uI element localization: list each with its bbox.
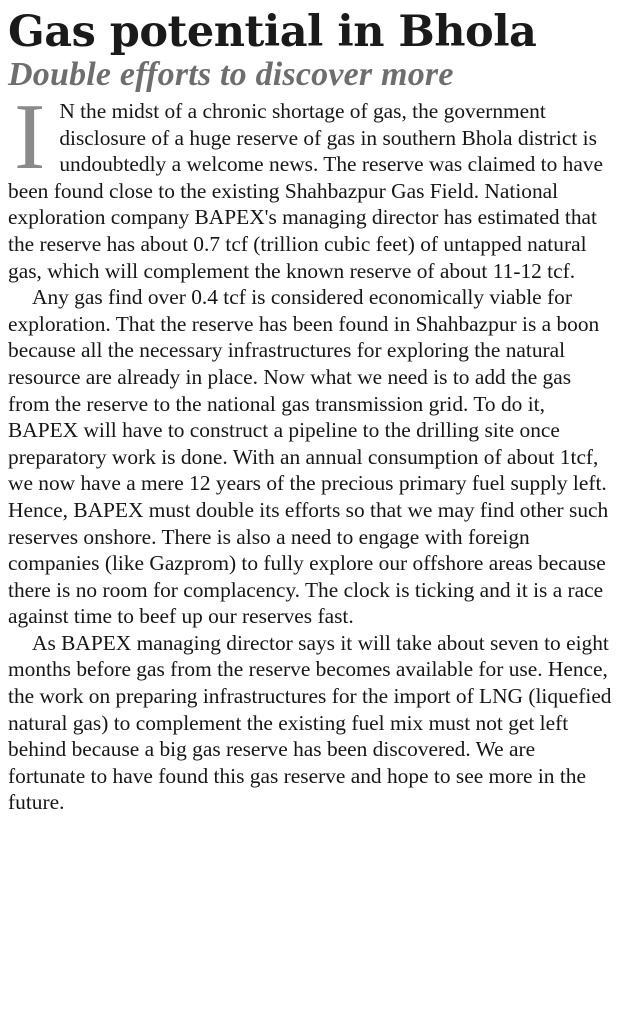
headline: Gas potential in Bhola (8, 7, 537, 57)
subheadline: Double efforts to discover more (8, 56, 454, 93)
drop-cap: I (14, 85, 46, 189)
paragraph-2: Any gas find over 0.4 tcf is considered economically viable for exploration. That the reserve has been found in Shahbazpur is a boon because all the necessary infrastructures for exploring the natural resource are already in place. Now what we need is to add the gas from the reserve to the national gas transmission grid. To do it, BAPEX will have to construct a pipeline to the drilling site once preparatory work is done. With an annual consumption of about 1tcf, we now have a mere 12 years of the precious primary fuel supply left. Hence, BAPEX must double its efforts so that we may find other such reserves onshore. There is also a need to engage with foreign companies (like Gazprom) to fully explore our offshore areas because there is no room for complacency. The clock is ticking and it is a race against time to beef up our reserves fast. (8, 285, 609, 629)
paragraph-1 (8, 85, 614, 284)
article (8, 6, 614, 816)
paragraph-1-text: N the midst of a chronic shortage of gas, the government disclosure of a huge reserve of gas in southern Bhola district is undoubtedly a welcome news. The reserve was claimed to have been found close to the existing Shahbazpur Gas Field. National exploration company BAPEX's managing director has estimated that the reserve has about 0.7 tcf (trillion cubic feet) of untapped natural gas, which will complement the known reserve of about 11-12 tcf. (8, 99, 603, 283)
paragraph-3: As BAPEX managing director says it will take about seven to eight months before gas from the reserve becomes available for use. Hence, the work on preparing infrastructures for the import of LNG (liquefied natural gas) to complement the existing fuel mix must not get left behind because a big gas reserve has been discovered. We are fortunate to have found this gas reserve and hope to see more in the future. (8, 630, 612, 815)
article-body (8, 85, 614, 816)
